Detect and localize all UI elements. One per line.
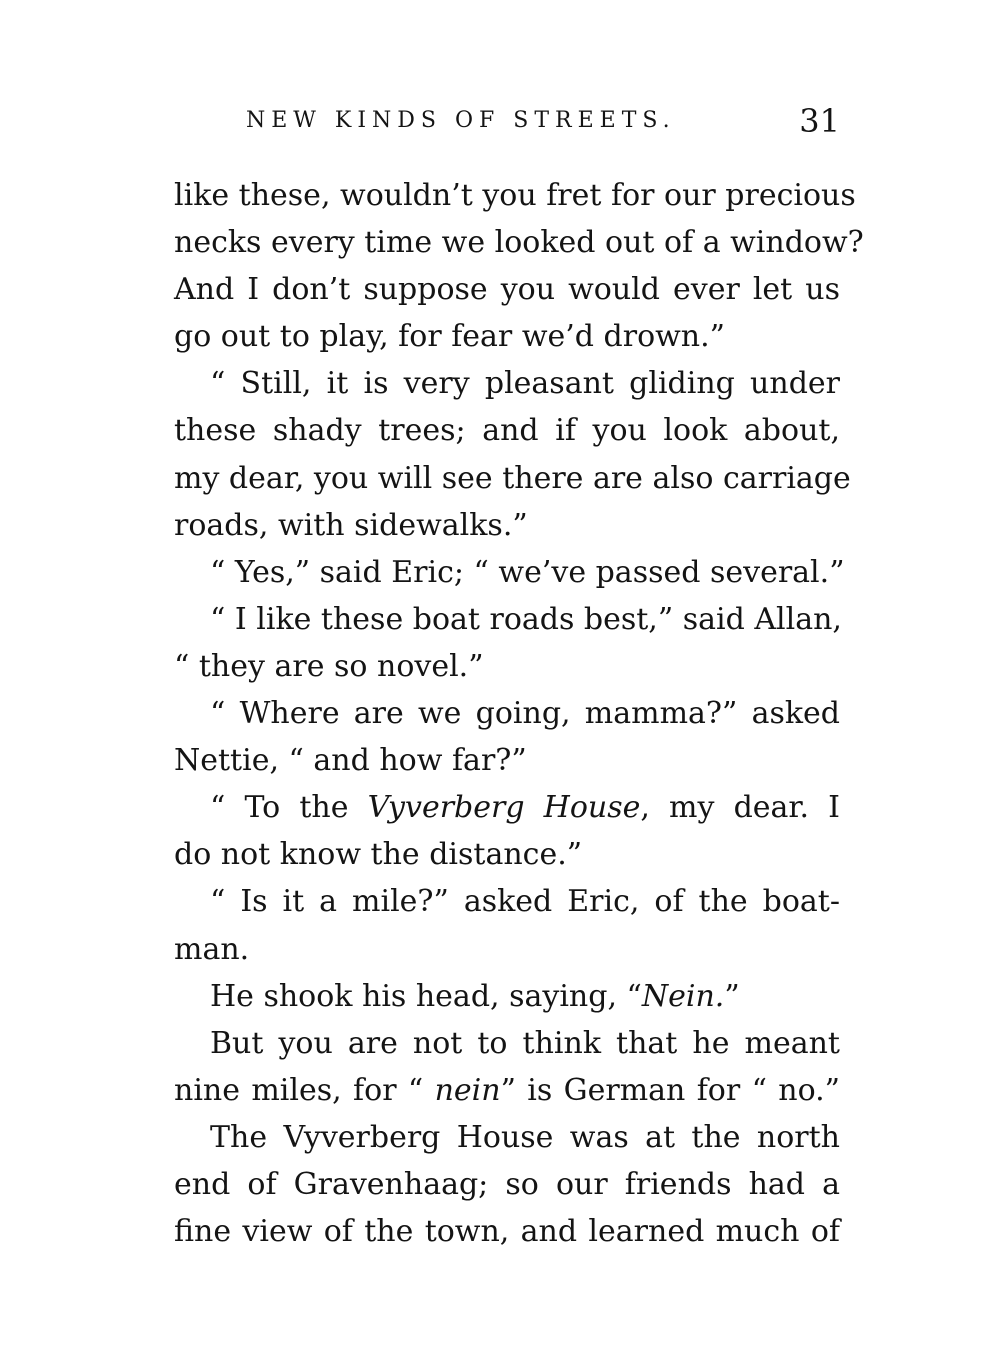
text-run: ” [724, 978, 740, 1014]
italic-text: Nein. [641, 978, 725, 1014]
text-line: “ Still, it is very pleasant gliding under [210, 366, 840, 402]
text-line: my dear, you will see there are also carriage [174, 460, 851, 496]
text-line: “ Is it a mile?” asked Eric, of the boat- [210, 884, 840, 920]
text-line: The Vyverberg House was at the north [210, 1119, 840, 1155]
text-line [174, 784, 840, 831]
text-run: ” is German for “ no.” [500, 1072, 840, 1108]
text-line: like these, wouldn’t you fret for our precious [174, 178, 856, 213]
italic-text: Vyverberg House [367, 790, 641, 826]
text-line [174, 973, 840, 1020]
chapter-title: NEW KINDS OF STREETS. [246, 108, 676, 133]
text-line: these shady trees; and if you look about, [174, 413, 840, 449]
text-line: necks every time we looked out of a window? [174, 225, 864, 261]
running-head [174, 102, 840, 142]
text-line: “ they are so novel.” [174, 648, 484, 684]
text-line [174, 1067, 840, 1114]
text-line: do not know the distance.” [174, 837, 583, 873]
text-line: Nettie, “ and how far?” [174, 743, 527, 779]
text-line: “ Where are we going, mamma?” asked [210, 696, 840, 732]
text-line: And I don’t suppose you would ever let us [174, 272, 840, 308]
text-run: “ To the [210, 790, 368, 826]
text-line: fine view of the town, and learned much of [174, 1214, 840, 1250]
text-run: nine miles, for “ [174, 1072, 435, 1108]
text-line: But you are not to think that he meant [210, 1025, 840, 1061]
text-line: “ Yes,” said Eric; “ we’ve passed several.” [210, 554, 845, 590]
text-line: roads, with sidewalks.” [174, 507, 528, 543]
page-number: 31 [799, 102, 840, 140]
text-line: end of Gravenhaag; so our friends had a [174, 1166, 840, 1202]
text-line: man. [174, 931, 250, 967]
text-run: He shook his head, saying, “ [210, 978, 642, 1014]
text-line: “ I like these boat roads best,” said Allan, [210, 601, 842, 637]
body-text [174, 172, 864, 1255]
text-line: go out to play, for fear we’d drown.” [174, 319, 726, 355]
italic-text: nein [434, 1072, 501, 1108]
text-run: , my dear. I [640, 790, 840, 826]
